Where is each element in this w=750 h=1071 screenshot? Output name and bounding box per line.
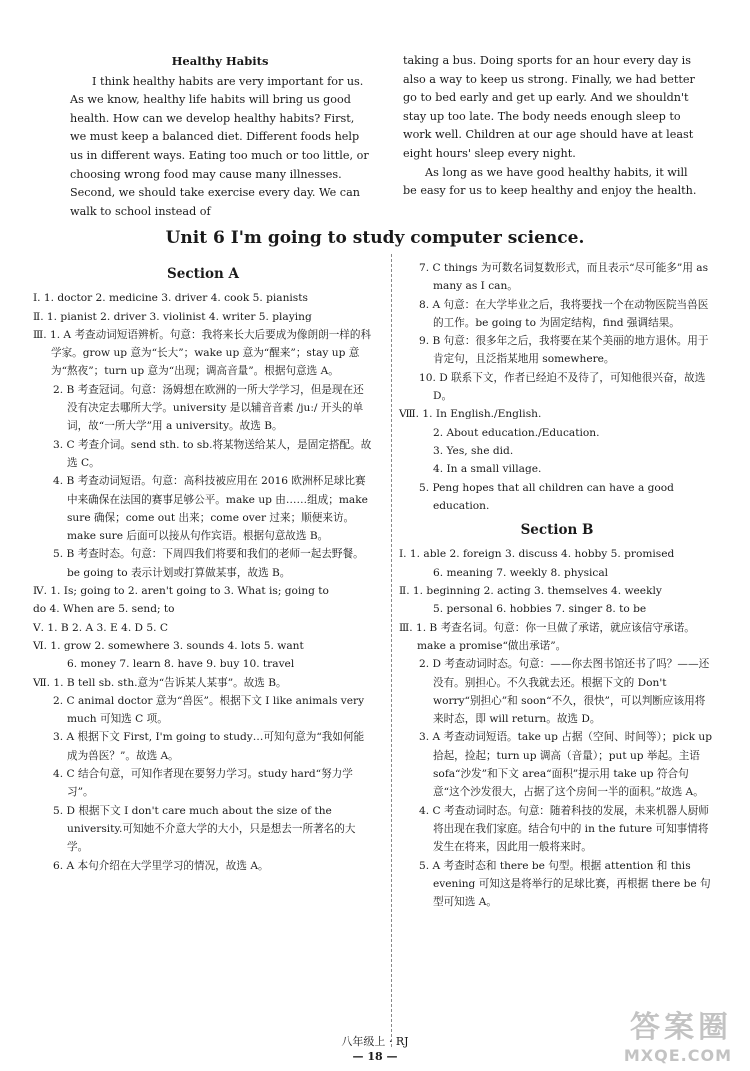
answer-row: 4. C 考查动词时态。句意：随着科技的发展，未来机器人厨师将出现在我们家庭。结合句中的 in the future 可知事情将发生在将来，因此用一般将来时。 bbox=[419, 804, 709, 854]
answer-row: 6. meaning 7. weekly 8. physical bbox=[433, 566, 609, 579]
page-number: — 18 — bbox=[352, 1050, 398, 1063]
answer-row: Ⅲ. 1. B 考查名词。句意：你一旦做了承诺，就应该信守承诺。make a promise“做出承诺”。 bbox=[399, 621, 695, 652]
answer-row: 5. D 根据下文 I don't care much about the size of the university.可知她不介意大学的大小，只是想去一所著名的大学。 bbox=[53, 804, 356, 854]
answer-row: 7. C things 为可数名词复数形式，而且表示“尽可能多”用 as many as I can。 bbox=[419, 262, 709, 293]
answer-row: 2. About education./Education. bbox=[433, 426, 600, 439]
reading-paragraph: As long as we have good healthy habits, it will be easy for us to keep healthy and enjoy the health. bbox=[403, 165, 697, 198]
watermark-text: 答案圈 bbox=[630, 1010, 732, 1045]
reading-left-column bbox=[70, 52, 370, 221]
answer-row: Ⅷ. 1. In English./English. bbox=[399, 408, 542, 421]
watermark-logo bbox=[624, 1002, 732, 1065]
answer-row: 3. Yes, she did. bbox=[433, 444, 514, 457]
reading-paragraph: I think healthy habits are very important for us. As we know, healthy life habits will bring us good health. How can we develop healthy habits? First, we must keep a balanced diet. Different foods help us in different ways. Eating too much or too little, or choosing wrong food may cause many illnesses. Second, we should take exercise every day. We can walk to school instead of bbox=[70, 74, 369, 218]
answer-row: 3. A 根据下文 First, I'm going to study…可知句意为“我如何能成为兽医？”。故选 A。 bbox=[53, 731, 365, 762]
answer-row: 6. A 本句介绍在大学里学习的情况，故选 A。 bbox=[53, 859, 269, 872]
answer-row: do 4. When are 5. send; to bbox=[33, 603, 175, 616]
answers-right-column bbox=[399, 259, 715, 911]
watermark-url: MXQE.COM bbox=[623, 1046, 732, 1065]
answer-row: 5. Peng hopes that all children can have a good education. bbox=[419, 481, 674, 512]
answer-row: 4. In a small village. bbox=[433, 463, 542, 476]
unit-title: Unit 6 I'm going to study computer science. bbox=[165, 228, 585, 248]
answer-row: 10. D 联系下文，作者已经迫不及待了，可知他很兴奋，故选 D。 bbox=[419, 371, 706, 403]
section-a-heading: Section A bbox=[167, 266, 239, 282]
answer-row: Ⅰ. 1. doctor 2. medicine 3. driver 4. cook 5. pianists bbox=[33, 292, 308, 305]
answer-row: Ⅵ. 1. grow 2. somewhere 3. sounds 4. lots 5. want bbox=[33, 639, 304, 652]
answer-row: 4. B 考查动词短语。句意：高科技被应用在 2016 欧洲杯足球比赛中来确保在法国的赛事足够公平。make up 由……组成；make sure 确保；come out 出来；come over 过来；顺便来访。make sure 后面可以接从句作宾语。根据句意故选 B。 bbox=[53, 475, 368, 543]
column-divider bbox=[391, 254, 392, 1047]
answer-row: 9. B 句意：很多年之后，我将要在某个美丽的地方退休。用于肯定句，且泛指某地用 somewhere。 bbox=[419, 335, 709, 366]
reading-title: Healthy Habits bbox=[171, 54, 269, 68]
answer-row: 2. D 考查动词时态。句意：——你去图书馆还书了吗？——还没有。别担心。不久我就去还。根据下文的 Don't worry“别担心”和 soon“不久，很快”，可以判断应该用将来时态，即 will return。故选 D。 bbox=[419, 658, 710, 726]
answer-row: Ⅱ. 1. pianist 2. driver 3. violinist 4. writer 5. playing bbox=[33, 310, 312, 323]
grade-label: 八年级上 · RJ bbox=[341, 1035, 409, 1048]
answer-row: 5. B 考查时态。句意：下周四我们将要和我们的老师一起去野餐。be going to 表示计划或打算做某事，故选 B。 bbox=[53, 548, 364, 579]
reading-right-column bbox=[403, 52, 698, 201]
answer-row: 5. A 考查时态和 there be 句型。根据 attention 和 this evening 可知这是将举行的足球比赛，再根据 there be 句型可知选 A。 bbox=[419, 859, 711, 909]
answer-row: 3. C 考查介词。send sth. to sb.将某物送给某人，是固定搭配。故选 C。 bbox=[53, 438, 372, 469]
answer-row: 3. A 考查动词短语。take up 占据（空间、时间等）；pick up 拾起，捡起；turn up 调高（音量）；put up 举起。主语 sofa“沙发”和下文 area“面积”提示用 take up 符合句意“这个沙发很大，占据了这个房间一半的面积。”故选 A。 bbox=[419, 731, 712, 799]
answer-row: 2. B 考查冠词。句意：汤姆想在欧洲的一所大学学习，但是现在还没有决定去哪所大学。university 是以辅音音素 /juː/ 开头的单词，故“一所大学”用 a university。故选 B。 bbox=[53, 383, 364, 433]
answers-left-column bbox=[33, 259, 373, 875]
answer-row: Ⅱ. 1. beginning 2. acting 3. themselves 4. weekly bbox=[399, 585, 662, 598]
answer-row: Ⅲ. 1. A 考查动词短语辨析。句意：我将来长大后要成为像朗朗一样的科学家。grow up 意为“长大”；wake up 意为“醒来”；stay up 意为“熬夜”；turn up 意为“出现；调高音量”。根据句意选 A。 bbox=[33, 328, 372, 378]
answer-row: 2. C animal doctor 意为“兽医”。根据下文 I like animals very much 可知选 C 项。 bbox=[53, 694, 365, 726]
reading-paragraph: taking a bus. Doing sports for an hour every day is also a way to keep us strong. Finally, we had better go to bed early and get up early. And we shouldn't stay up too late. The body needs enough sleep to work well. Children at our age should have at least eight hours' sleep every night. bbox=[403, 54, 695, 160]
answer-row: Ⅳ. 1. Is; going to 2. aren't going to 3. What is; going to bbox=[33, 585, 329, 598]
answer-row: 8. A 句意：在大学毕业之后，我将要找一个在动物医院当兽医的工作。be going to 为固定结构，find 强调结果。 bbox=[419, 298, 709, 329]
answer-row: Ⅰ. 1. able 2. foreign 3. discuss 4. hobby 5. promised bbox=[399, 548, 675, 561]
answer-row: 4. C 结合句意，可知作者现在要努力学习。study hard“努力学习”。 bbox=[53, 768, 353, 799]
answer-row: Ⅶ. 1. B tell sb. sth.意为“告诉某人某事”。故选 B。 bbox=[33, 676, 287, 689]
section-b-heading: Section B bbox=[520, 522, 594, 539]
answer-row: 6. money 7. learn 8. have 9. buy 10. travel bbox=[67, 658, 295, 671]
answer-row: Ⅴ. 1. B 2. A 3. E 4. D 5. C bbox=[33, 621, 168, 634]
answer-row: 5. personal 6. hobbies 7. singer 8. to be bbox=[433, 603, 647, 616]
